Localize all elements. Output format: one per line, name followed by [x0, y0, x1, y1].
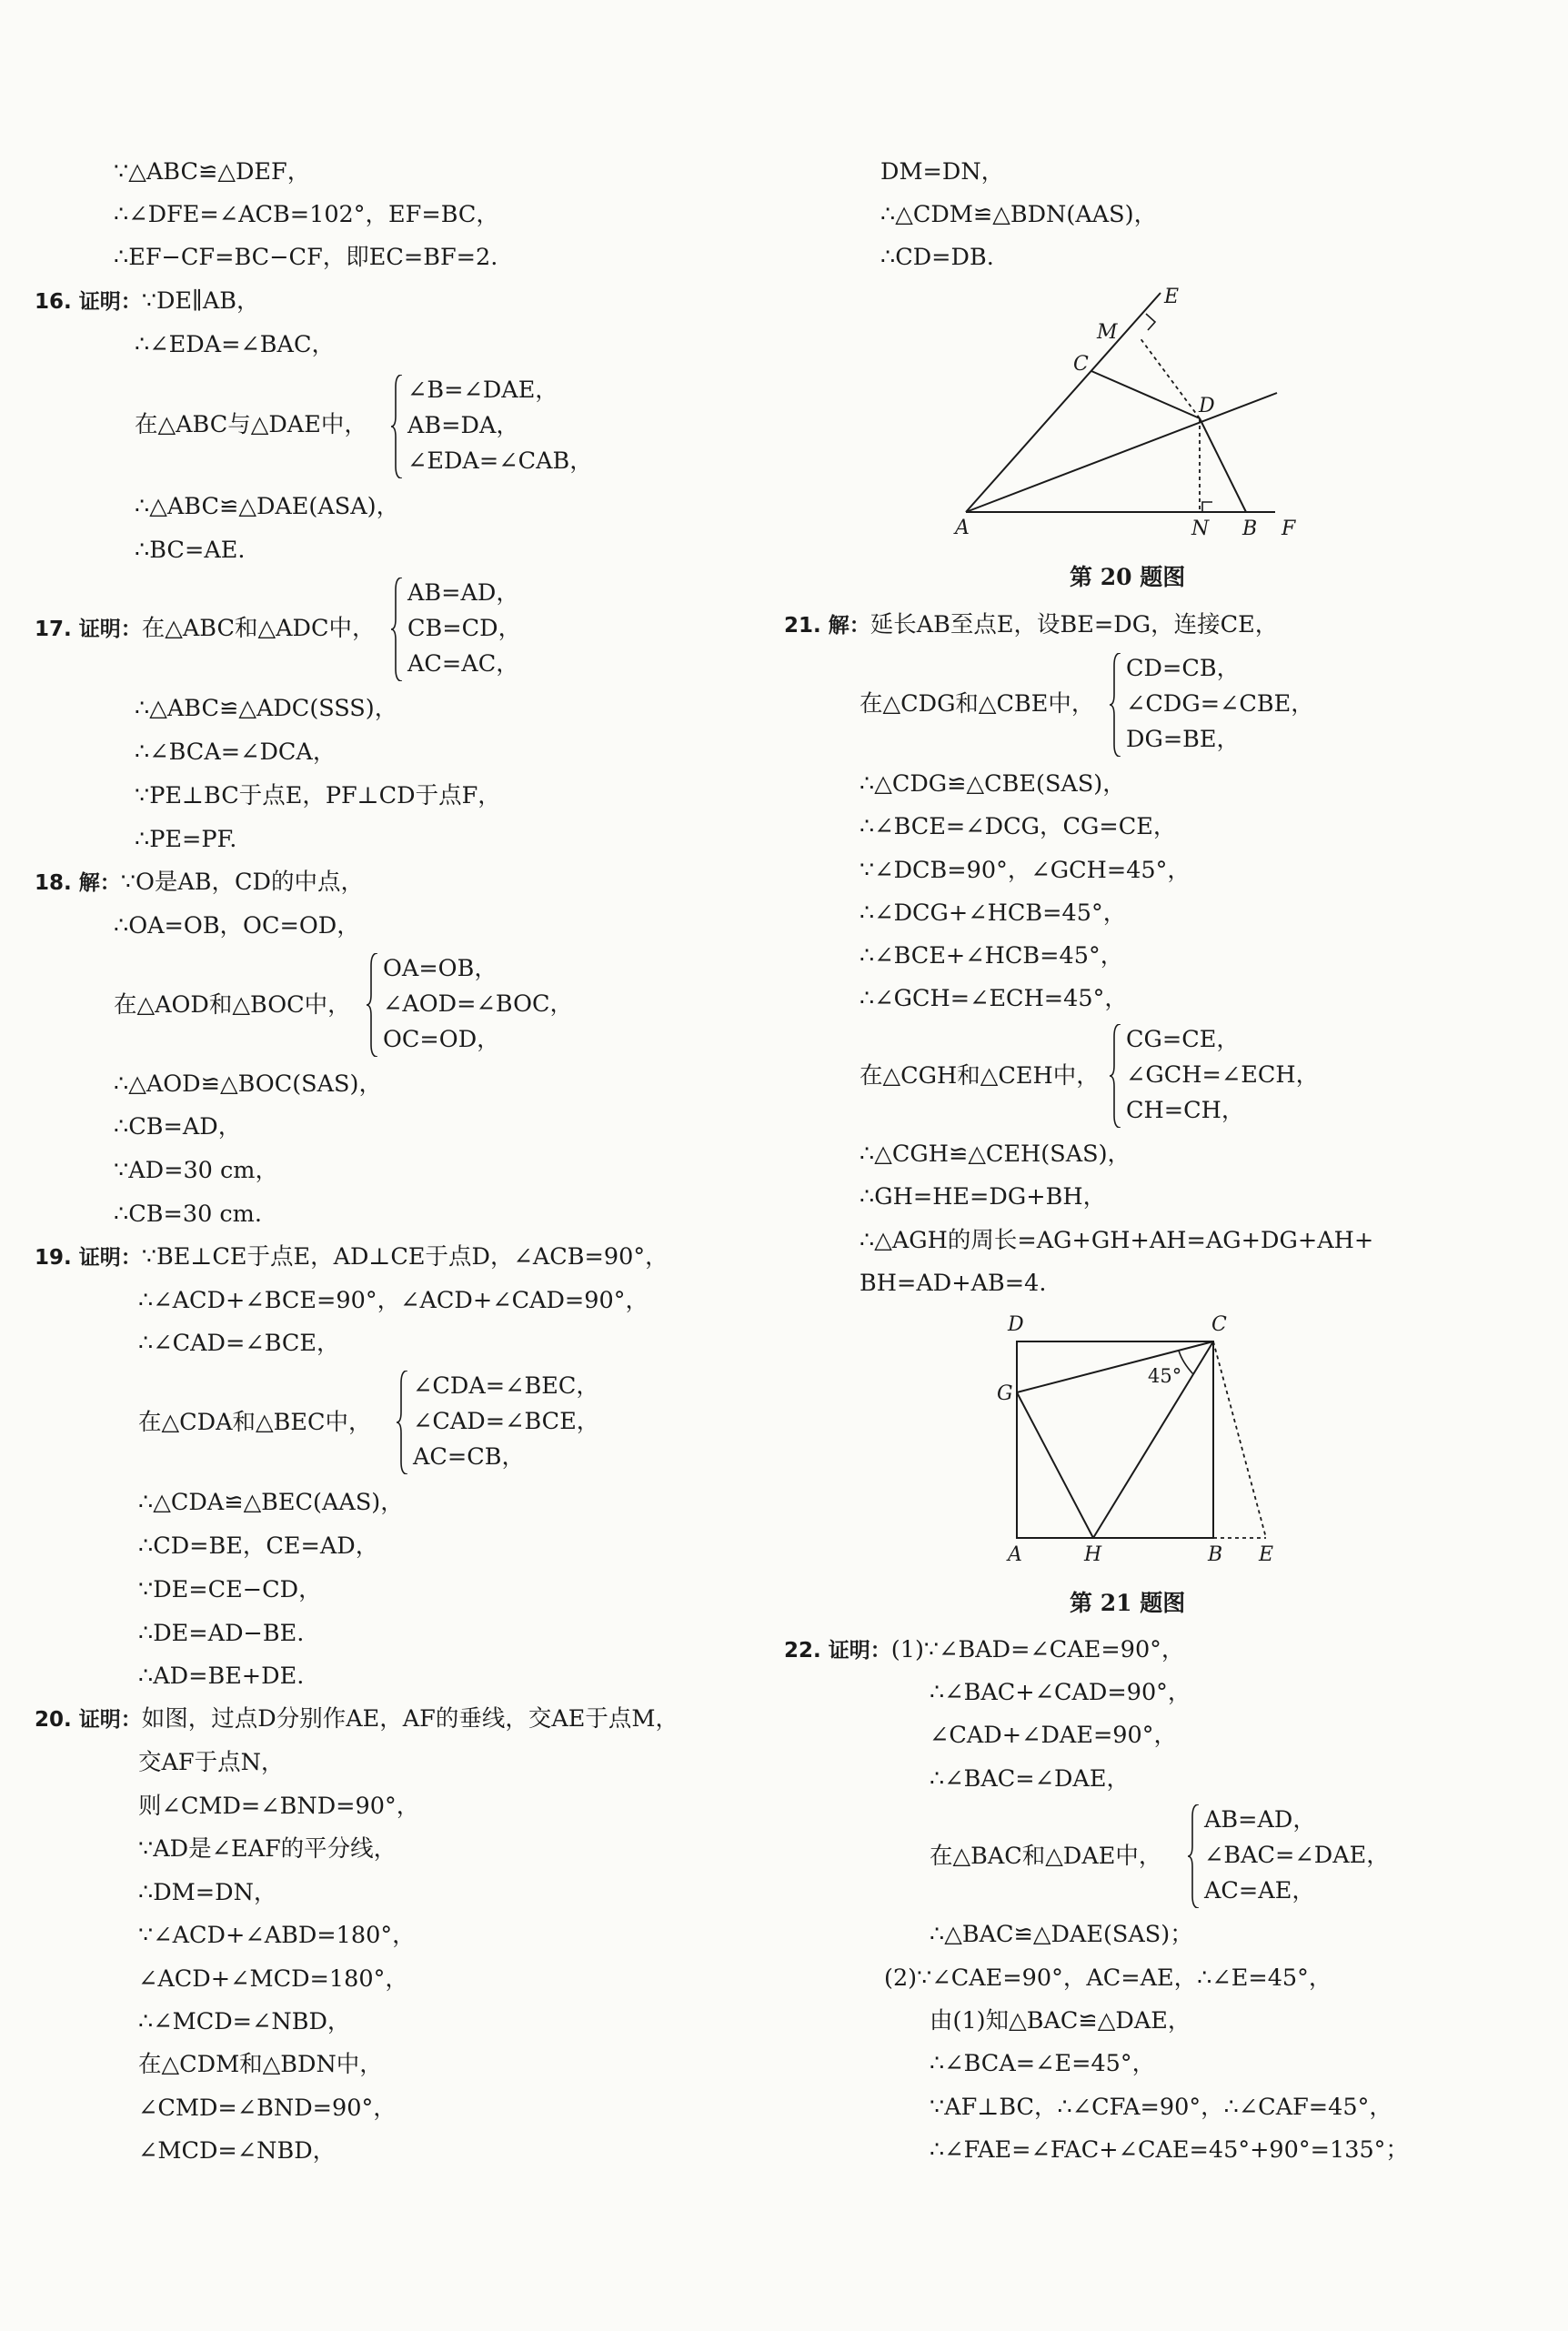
- text-line: ∴∠BCE+∠HCB=45°，: [859, 942, 1124, 970]
- text-line: ∴∠ACD+∠BCE=90°，∠ACD+∠CAD=90°，: [138, 1287, 649, 1314]
- ray-ae: [966, 293, 1161, 512]
- point-label: D: [1008, 1313, 1024, 1336]
- equation-system: [367, 951, 639, 1059]
- text-line: DM=DN，: [880, 158, 1005, 186]
- problem-label: 22. 证明：: [784, 1639, 891, 1663]
- point-label: E: [1164, 286, 1180, 308]
- text-line: ∴△CDG≌△CBE(SAS)，: [859, 770, 1126, 798]
- equation-row: CH=CH，: [1126, 1097, 1245, 1124]
- text-line: ∴∠CAD=∠BCE，: [138, 1330, 340, 1357]
- figure-20-caption: 第 20 题图: [1070, 564, 1186, 590]
- text-line: ∵O是AB，CD的中点，: [120, 869, 365, 896]
- text-line: ∵∠DCB=90°，∠GCH=45°，: [859, 857, 1191, 884]
- text-line: ∴∠BAC+∠CAD=90°，: [930, 1679, 1191, 1706]
- brace: [391, 375, 404, 478]
- problem-21: [784, 609, 1278, 641]
- equation-row: OA=OB，: [383, 955, 498, 982]
- problem-20: [35, 1703, 678, 1735]
- equation-system: [1188, 1803, 1461, 1910]
- problem-label: 20. 证明：: [35, 1708, 142, 1732]
- text-line: ∴DM=DN，: [138, 1879, 277, 1906]
- point-label: C: [1211, 1313, 1227, 1336]
- text-line: ∴△AGH的周长=AG+GH+AH=AG+DG+AH+: [859, 1227, 1374, 1254]
- equation-system: [391, 576, 664, 683]
- equation-row: CD=CB，: [1126, 655, 1241, 682]
- text-line: ∴∠DFE=∠ACB=102°，EF=BC，: [114, 201, 499, 228]
- equation-row: AC=AE，: [1204, 1877, 1315, 1904]
- figure-21-caption: 第 21 题图: [1070, 1590, 1186, 1616]
- equation-row: ∠GCH=∠ECH，: [1126, 1061, 1320, 1089]
- segment-cd: [1091, 371, 1200, 418]
- point-label: A: [955, 517, 970, 539]
- brace: [391, 578, 404, 681]
- text-line: ∴CD=DB.: [880, 244, 994, 271]
- point-label: D: [1199, 395, 1215, 417]
- text-line: 延长AB至点E，设BE=DG，连接CE，: [869, 611, 1279, 638]
- text-line: ∠MCD=∠NBD，: [138, 2137, 337, 2165]
- text-line: ∴△CDM≌△BDN(AAS)，: [880, 201, 1158, 228]
- text-line: ∴△BAC≌△DAE(SAS)；: [930, 1921, 1193, 1948]
- equation-row: ∠AOD=∠BOC，: [383, 990, 573, 1018]
- text-line: ∴△ABC≌△ADC(SSS)，: [135, 695, 398, 722]
- point-label: G: [997, 1382, 1013, 1405]
- text-line: ∴BC=AE.: [135, 537, 246, 564]
- brace: [367, 953, 379, 1057]
- text-line: ∴DE=AD−BE.: [138, 1620, 305, 1647]
- point-label: M: [1097, 321, 1118, 344]
- text-line: ∵AD是∠EAF的平分线，: [138, 1835, 397, 1863]
- problem-16: [35, 286, 259, 317]
- brace: [397, 1371, 409, 1474]
- text-line: ∴CB=AD，: [114, 1113, 242, 1140]
- text-line: ∠CAD+∠DAE=90°，: [930, 1722, 1178, 1749]
- equation-system: [391, 373, 664, 480]
- right-angle-m: [1146, 314, 1155, 330]
- segment-gc: [1017, 1341, 1213, 1392]
- figure-21-diagram: [991, 1310, 1292, 1569]
- segment-ce: [1213, 1341, 1266, 1538]
- bisector-ad: [966, 393, 1277, 512]
- text-line: ∵BE⊥CE于点E，AD⊥CE于点D，∠ACB=90°，: [141, 1243, 668, 1271]
- equation-row: ∠CDA=∠BEC，: [413, 1372, 599, 1400]
- text-line: ∴∠FAE=∠FAC+∠CAE=45°+90°=135°；: [930, 2136, 1409, 2164]
- text-line: (1)∵∠BAD=∠CAE=90°，: [890, 1636, 1185, 1663]
- text-line: ∵AF⊥BC，∴∠CFA=90°，∴∠CAF=45°，: [930, 2094, 1392, 2121]
- problem-19: [35, 1241, 668, 1273]
- text-line: ∵AD=30 cm，: [114, 1157, 278, 1184]
- text-line: ∵△ABC≌△DEF，: [114, 158, 311, 186]
- text-line: ∵PE⊥BC于点E，PF⊥CD于点F，: [135, 782, 501, 809]
- angle-label: 45°: [1148, 1365, 1182, 1387]
- right-angle-n: [1202, 502, 1212, 512]
- equation-row: AC=AC，: [407, 650, 519, 678]
- problem-label: 17. 证明：: [35, 618, 142, 641]
- point-label: C: [1073, 353, 1089, 376]
- problem-label: 21. 解：: [784, 614, 870, 638]
- equation-row: AB=AD，: [1204, 1806, 1316, 1834]
- equation-row: ∠BAC=∠DAE，: [1204, 1842, 1390, 1869]
- text-line: 在△ABC和△ADC中，: [141, 615, 376, 642]
- text-line: ∴CB=30 cm.: [114, 1201, 262, 1228]
- brace: [1110, 1024, 1122, 1128]
- text-line: ∴PE=PF.: [135, 826, 237, 853]
- text-line: 则∠CMD=∠BND=90°，: [138, 1793, 420, 1820]
- equation-system: [397, 1369, 669, 1476]
- text-line: ∠CMD=∠BND=90°，: [138, 2095, 397, 2122]
- text-line: ∴△ABC≌△DAE(ASA)，: [135, 493, 400, 520]
- text-line: 在△BAC和△DAE中，: [930, 1843, 1162, 1870]
- equation-row: CB=CD，: [407, 615, 522, 642]
- equation-row: ∠CAD=∠BCE，: [413, 1408, 600, 1435]
- text-line: (2)∵∠CAE=90°，AC=AE，∴∠E=45°，: [884, 1964, 1332, 1992]
- text-line: ∴∠BCE=∠DCG，CG=CE，: [859, 813, 1177, 840]
- problem-22: [784, 1634, 1184, 1666]
- text-line: ∴OA=OB，OC=OD，: [114, 912, 360, 939]
- brace: [1188, 1804, 1201, 1908]
- point-label: A: [1008, 1543, 1022, 1566]
- problem-18: [35, 867, 364, 899]
- text-line: ∴∠DCG+∠HCB=45°，: [859, 899, 1127, 927]
- brace: [1110, 653, 1122, 757]
- text-line: 在△AOD和△BOC中，: [114, 991, 351, 1019]
- text-line: 如图，过点D分别作AE，AF的垂线，交AE于点M，: [141, 1705, 678, 1733]
- equation-system: [1110, 1022, 1382, 1130]
- equation-row: OC=OD，: [383, 1026, 500, 1053]
- text-line: ∵DE=CE−CD，: [138, 1576, 322, 1603]
- text-line: 在△CDM和△BDN中，: [138, 2051, 383, 2078]
- problem-17: [35, 613, 376, 645]
- equation-row: AB=AD，: [407, 579, 519, 607]
- equation-row: AC=CB，: [413, 1443, 526, 1471]
- text-line: BH=AD+AB=4.: [859, 1270, 1047, 1297]
- text-line: ∴∠BCA=∠E=45°，: [930, 2050, 1156, 2077]
- equation-row: AB=DA，: [407, 412, 519, 439]
- text-line: 在△CDA和△BEC中，: [138, 1409, 372, 1436]
- segment-db: [1200, 418, 1246, 512]
- problem-label: 18. 解：: [35, 871, 121, 895]
- text-line: 在△ABC与△DAE中，: [135, 411, 367, 438]
- problem-label: 16. 证明：: [35, 290, 142, 314]
- equation-row: CG=CE，: [1126, 1026, 1240, 1053]
- text-line: ∴AD=BE+DE.: [138, 1663, 305, 1690]
- text-line: ∵∠ACD+∠ABD=180°，: [138, 1922, 416, 1949]
- text-line: 交AF于点N，: [138, 1749, 285, 1776]
- text-line: ∴∠MCD=∠NBD，: [138, 2008, 351, 2035]
- segment-gh: [1017, 1392, 1093, 1538]
- point-label: F: [1282, 517, 1296, 540]
- text-line: ∴△CGH≌△CEH(SAS)，: [859, 1140, 1131, 1168]
- problem-label: 19. 证明：: [35, 1246, 142, 1270]
- text-line: 在△CGH和△CEH中，: [859, 1062, 1100, 1090]
- equation-row: ∠B=∠DAE，: [407, 377, 558, 404]
- equation-row: ∠CDG=∠CBE，: [1126, 690, 1314, 718]
- text-line: ∴∠EDA=∠BAC，: [135, 331, 335, 358]
- point-label: E: [1259, 1543, 1274, 1566]
- text-line: 由(1)知△BAC≌△DAE，: [930, 2007, 1191, 2035]
- text-line: ∴∠GCH=∠ECH=45°，: [859, 985, 1128, 1012]
- text-line: ∴△CDA≌△BEC(AAS)，: [138, 1489, 404, 1516]
- point-label: B: [1242, 517, 1258, 540]
- text-line: ∠ACD+∠MCD=180°，: [138, 1965, 408, 1993]
- text-line: ∴EF−CF=BC−CF，即EC=BF=2.: [114, 244, 498, 271]
- text-line: ∴∠BCA=∠DCA，: [135, 738, 337, 766]
- text-line: ∵DE∥AB，: [141, 287, 260, 315]
- point-label: H: [1084, 1543, 1102, 1566]
- figure-20-diagram: [946, 282, 1328, 546]
- point-label: N: [1191, 517, 1210, 540]
- text-line: ∴GH=HE=DG+BH，: [859, 1183, 1107, 1211]
- text-line: ∴∠BAC=∠DAE，: [930, 1765, 1130, 1793]
- equation-row: DG=BE，: [1126, 726, 1241, 753]
- square-abcd: [1017, 1341, 1213, 1538]
- equation-system: [1110, 651, 1382, 759]
- text-line: 在△CDG和△CBE中，: [859, 690, 1095, 718]
- point-label: B: [1208, 1543, 1223, 1566]
- text-line: ∴△AOD≌△BOC(SAS)，: [114, 1070, 382, 1098]
- equation-row: ∠EDA=∠CAB，: [407, 447, 593, 475]
- text-line: ∴CD=BE，CE=AD，: [138, 1532, 379, 1560]
